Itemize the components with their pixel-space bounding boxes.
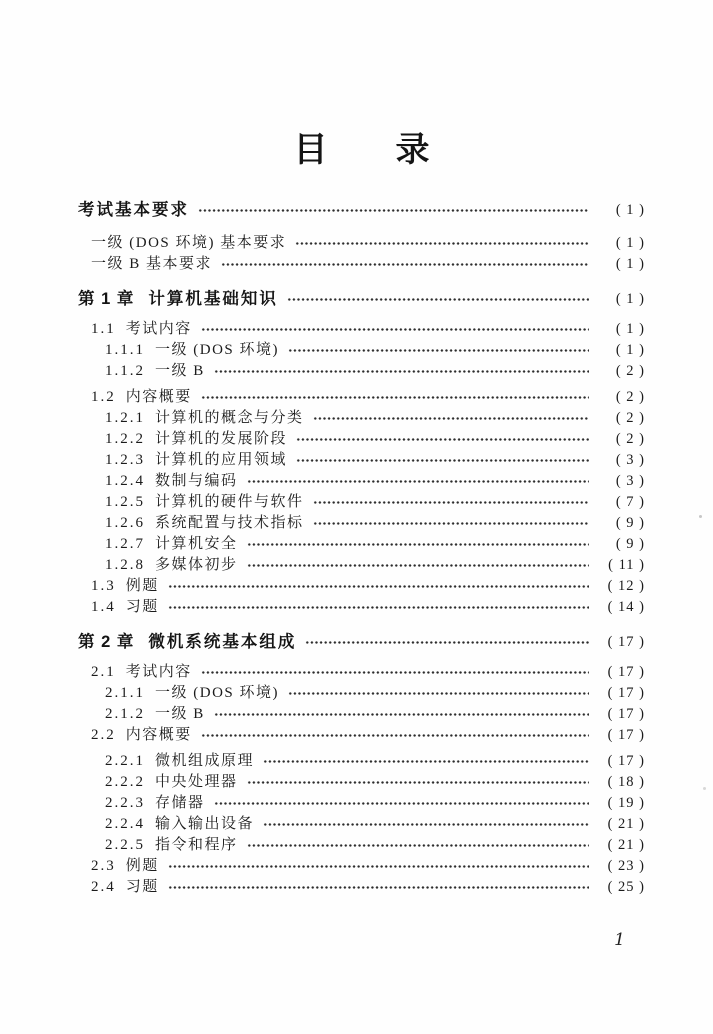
toc-entry xyxy=(78,471,645,492)
toc-entry-label: 习题 xyxy=(125,879,159,895)
dot-leader xyxy=(295,233,589,254)
toc-entry-label: 习题 xyxy=(125,599,159,615)
toc-entry-page: ( 14 ) xyxy=(607,599,645,615)
scan-artifact-speck xyxy=(699,515,702,518)
toc-entry-label: 输入输出设备 xyxy=(155,816,255,832)
dot-leader xyxy=(296,429,589,450)
toc-entry xyxy=(78,877,645,898)
toc-entry xyxy=(78,725,645,746)
toc-entry-label: 计算机安全 xyxy=(155,536,238,552)
page-title: 目 录 xyxy=(293,131,430,169)
toc-entry-page: ( 1 ) xyxy=(615,291,645,307)
toc-entry xyxy=(78,814,645,835)
toc-entry xyxy=(78,450,645,471)
toc-entry-page: ( 17 ) xyxy=(607,753,645,769)
toc-entry xyxy=(78,200,645,221)
dot-leader xyxy=(305,632,589,653)
toc-entry-label: 微机系统基本组成 xyxy=(148,633,297,651)
toc-entry xyxy=(78,361,645,382)
toc-entry-number: 2.3 xyxy=(91,858,116,874)
toc-entry-number: 2.1 xyxy=(91,664,116,680)
dot-leader xyxy=(247,471,589,492)
dot-leader xyxy=(214,361,589,382)
toc-entry-page: ( 9 ) xyxy=(615,536,645,552)
toc-entry xyxy=(78,632,645,653)
dot-leader xyxy=(214,793,589,814)
dot-leader xyxy=(296,450,589,471)
toc-entry-number: 1.2.3 xyxy=(105,452,145,468)
toc-entry-number: 1.2.2 xyxy=(105,431,145,447)
dot-leader xyxy=(313,513,589,534)
toc-entry-page: ( 12 ) xyxy=(607,578,645,594)
toc-entry xyxy=(78,555,645,576)
folio-page-number: 1 xyxy=(614,930,625,950)
toc-entry-label: 例题 xyxy=(125,578,159,594)
dot-leader xyxy=(214,704,589,725)
toc-entry-number: 2.4 xyxy=(91,879,116,895)
toc-entry-page: ( 2 ) xyxy=(615,389,645,405)
toc-entry-page: ( 1 ) xyxy=(615,342,645,358)
toc-entry xyxy=(78,289,645,310)
dot-leader xyxy=(263,751,589,772)
dot-leader xyxy=(288,683,589,704)
toc-entry-label: 中央处理器 xyxy=(155,774,238,790)
toc-entry-page: ( 1 ) xyxy=(615,235,645,251)
toc-entry-number: 2.2.1 xyxy=(105,753,145,769)
toc-entry xyxy=(78,597,645,618)
dot-leader xyxy=(263,814,589,835)
toc-entry-label: 考试内容 xyxy=(125,664,192,680)
toc-entry-number: 1.2 xyxy=(91,389,116,405)
toc-entry-page: ( 2 ) xyxy=(615,431,645,447)
toc-entry xyxy=(78,340,645,361)
dot-leader xyxy=(221,254,589,275)
dot-leader xyxy=(168,877,589,898)
toc-entry-page: ( 17 ) xyxy=(607,664,645,680)
toc-entry-page: ( 7 ) xyxy=(615,494,645,510)
toc-entry-page: ( 3 ) xyxy=(615,452,645,468)
toc-entry-label: 微机组成原理 xyxy=(155,753,255,769)
toc-entry-number: 2.1.1 xyxy=(105,685,145,701)
toc-entry xyxy=(78,492,645,513)
toc-entry-page: ( 21 ) xyxy=(607,837,645,853)
toc-entry-number: 1.2.6 xyxy=(105,515,145,531)
toc-entry-number: 1.2.4 xyxy=(105,473,145,489)
toc-entry-page: ( 1 ) xyxy=(615,256,645,272)
toc-entry xyxy=(78,429,645,450)
toc-entry-page: ( 21 ) xyxy=(607,816,645,832)
toc-entry xyxy=(78,387,645,408)
toc-entry-label: 指令和程序 xyxy=(155,837,238,853)
toc-entry-number: 1.1.1 xyxy=(105,342,145,358)
toc-entry-number: 2.2.3 xyxy=(105,795,145,811)
toc-entry xyxy=(78,534,645,555)
dot-leader xyxy=(247,772,589,793)
toc-entry-number: 第 2 章 xyxy=(78,633,135,651)
toc-entry-label: 一级 (DOS 环境) xyxy=(155,685,279,701)
toc-entry-label: 计算机的应用领域 xyxy=(155,452,288,468)
toc-entry-page: ( 17 ) xyxy=(607,685,645,701)
dot-leader xyxy=(313,408,589,429)
dot-leader xyxy=(247,555,589,576)
toc-entry xyxy=(78,662,645,683)
toc-entry-number: 1.2.5 xyxy=(105,494,145,510)
toc-entry-page: ( 17 ) xyxy=(607,727,645,743)
toc-entry-number: 2.2 xyxy=(91,727,116,743)
toc-entry-page: ( 3 ) xyxy=(615,473,645,489)
dot-leader xyxy=(247,534,589,555)
toc-entry xyxy=(78,772,645,793)
toc-entry-label: 一级 B 基本要求 xyxy=(91,256,213,272)
toc-entry-number: 2.2.4 xyxy=(105,816,145,832)
toc-entry-label: 内容概要 xyxy=(125,727,192,743)
toc-entry-number: 1.2.1 xyxy=(105,410,145,426)
toc-entry-number: 第 1 章 xyxy=(78,290,135,308)
toc-entry-label: 一级 (DOS 环境) xyxy=(155,342,279,358)
toc-entry-number: 1.4 xyxy=(91,599,116,615)
toc-entry xyxy=(78,254,645,275)
toc-entry xyxy=(78,319,645,340)
toc-entry-label: 考试基本要求 xyxy=(78,201,189,219)
toc-entry-label: 多媒体初步 xyxy=(155,557,238,573)
toc-entry-number: 1.3 xyxy=(91,578,116,594)
toc-entry-page: ( 19 ) xyxy=(607,795,645,811)
toc-entry xyxy=(78,835,645,856)
toc-entry-number: 1.1.2 xyxy=(105,363,145,379)
dot-leader xyxy=(313,492,589,513)
dot-leader xyxy=(201,725,589,746)
toc-entry-label: 一级 (DOS 环境) 基本要求 xyxy=(91,235,287,251)
dot-leader xyxy=(198,200,589,221)
toc-entry xyxy=(78,704,645,725)
toc-entry-label: 数制与编码 xyxy=(155,473,238,489)
toc-entry-page: ( 1 ) xyxy=(615,321,645,337)
dot-leader xyxy=(168,576,589,597)
toc-entry-label: 计算机的发展阶段 xyxy=(155,431,288,447)
toc-entry xyxy=(78,513,645,534)
toc-entry-number: 2.2.2 xyxy=(105,774,145,790)
scan-artifact-speck xyxy=(703,787,706,790)
toc-entry-label: 例题 xyxy=(125,858,159,874)
toc-entry-page: ( 1 ) xyxy=(615,202,645,218)
toc-entry-page: ( 17 ) xyxy=(607,706,645,722)
toc-entry-label: 计算机的硬件与软件 xyxy=(155,494,304,510)
toc-entry-number: 1.1 xyxy=(91,321,116,337)
toc-entry-number: 1.2.7 xyxy=(105,536,145,552)
toc-entry-label: 一级 B xyxy=(155,363,205,379)
toc-entry xyxy=(78,408,645,429)
toc-entry-label: 存储器 xyxy=(155,795,205,811)
toc-entry-number: 1.2.8 xyxy=(105,557,145,573)
toc-entry-label: 计算机基础知识 xyxy=(148,290,278,308)
toc-entry-page: ( 17 ) xyxy=(607,634,645,650)
dot-leader xyxy=(201,662,589,683)
toc-entry-label: 系统配置与技术指标 xyxy=(155,515,304,531)
toc-entry xyxy=(78,793,645,814)
toc-entry xyxy=(78,233,645,254)
dot-leader xyxy=(168,597,589,618)
toc-entry-page: ( 23 ) xyxy=(607,858,645,874)
toc-entry-number: 2.2.5 xyxy=(105,837,145,853)
dot-leader xyxy=(168,856,589,877)
toc-entry xyxy=(78,856,645,877)
toc-entry-label: 一级 B xyxy=(155,706,205,722)
dot-leader xyxy=(247,835,589,856)
toc-entry-label: 考试内容 xyxy=(125,321,192,337)
toc-entry xyxy=(78,576,645,597)
toc-entry-page: ( 2 ) xyxy=(615,410,645,426)
toc-entry-page: ( 18 ) xyxy=(607,774,645,790)
toc-entry-page: ( 25 ) xyxy=(607,879,645,895)
dot-leader xyxy=(201,319,589,340)
toc-entry-page: ( 9 ) xyxy=(615,515,645,531)
toc-entry-label: 计算机的概念与分类 xyxy=(155,410,304,426)
toc-entry-label: 内容概要 xyxy=(125,389,192,405)
dot-leader xyxy=(287,289,589,310)
toc-entry xyxy=(78,683,645,704)
dot-leader xyxy=(201,387,589,408)
toc-entry-number: 2.1.2 xyxy=(105,706,145,722)
toc-entry xyxy=(78,751,645,772)
dot-leader xyxy=(288,340,589,361)
toc-entry-page: ( 2 ) xyxy=(615,363,645,379)
toc-list xyxy=(78,200,645,898)
toc-entry-page: ( 11 ) xyxy=(608,557,645,573)
